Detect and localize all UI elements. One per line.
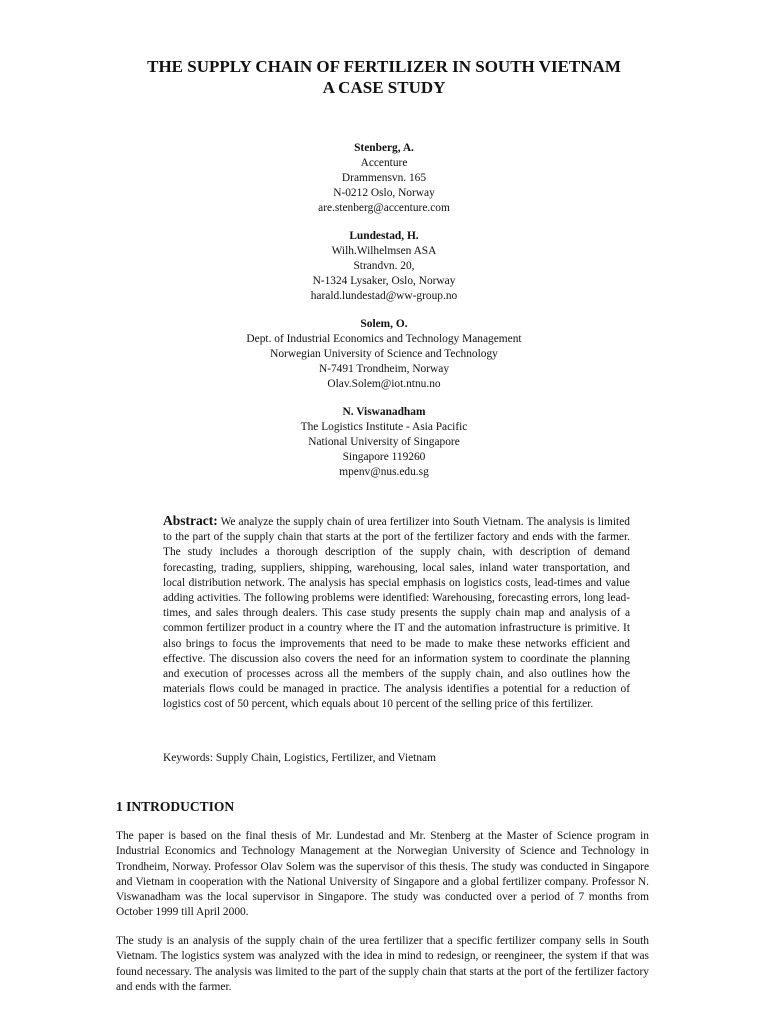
author-email: are.stenberg@accenture.com: [318, 202, 450, 214]
author-email: harald.lundestad@ww-group.no: [310, 290, 458, 302]
author-block: [0, 229, 768, 304]
author-city: N-1324 Lysaker, Oslo, Norway: [312, 275, 456, 287]
author-city: N-0212 Oslo, Norway: [333, 187, 435, 199]
author-block: [0, 141, 768, 216]
author-name: N. Viswanadham: [342, 406, 426, 418]
title-line-2: A CASE STUDY: [322, 78, 446, 97]
author-list: [0, 141, 768, 493]
title-line-1: THE SUPPLY CHAIN OF FERTILIZER IN SOUTH VIETNAM: [147, 57, 621, 76]
author-name: Solem, O.: [360, 318, 408, 330]
paper-title: [0, 56, 768, 98]
section-heading-introduction: 1 INTRODUCTION: [116, 799, 235, 814]
author-address: Norwegian University of Science and Technology: [270, 348, 498, 360]
author-address: Drammensvn. 165: [341, 172, 427, 184]
abstract-label: Abstract:: [163, 513, 218, 528]
author-affiliation: Accenture: [360, 157, 408, 169]
author-affiliation: The Logistics Institute - Asia Pacific: [300, 421, 468, 433]
abstract: [163, 513, 630, 713]
introduction-paragraph-1: The paper is based on the final thesis of Mr. Lundestad and Mr. Stenberg at the Master of Science program in Industrial Economics and Technology Management at the Norwegian University of Science and Technology in Trondheim, Norway. Professor Olav Solem was the supervisor of this thesis. The study was conducted in Singapore and Vietnam in cooperation with the National University of Singapore and a global fertilizer company. Professor N. Viswanadham was the local supervisor in Singapore. The study was conducted over a period of 7 months from October 1999 till April 2000.: [116, 830, 649, 919]
author-affiliation: Dept. of Industrial Economics and Technology Management: [246, 333, 522, 345]
author-name: Lundestad, H.: [349, 230, 419, 242]
author-email: Olav.Solem@iot.ntnu.no: [327, 378, 441, 390]
author-address: National University of Singapore: [308, 436, 460, 448]
author-address: Strandvn. 20,: [353, 260, 415, 272]
abstract-text: We analyze the supply chain of urea fertilizer into South Vietnam. The analysis is limited to the part of the supply chain that starts at the port of the fertilizer factory and ends with the farmer. The study includes a thorough description of the supply chain, with description of demand forecasting, trading, suppliers, shipping, warehousing, local sales, inland water transportation, and local distribution network. The analysis has special emphasis on logistics costs, lead-times and value adding activities. The following problems were identified: Warehousing, forecasting errors, long lead-times, and sales through dealers. This case study presents the supply chain map and analysis of a common fertilizer product in a country where the IT and the automation infrastructure is primitive. It also brings to focus the improvements that need to be made to make these networks efficient and effective. The discussion also covers the need for an information system to coordinate the planning and execution of processes across all the members of the supply chain, and also outlines how the materials flows could be managed in practice. The analysis identifies a potential for a reduction of logistics cost of 50 percent, which equals about 10 percent of the selling price of this fertilizer.: [163, 516, 630, 711]
author-block: [0, 405, 768, 480]
author-affiliation: Wilh.Wilhelmsen ASA: [331, 245, 437, 257]
author-city: Singapore 119260: [342, 451, 426, 463]
keywords: Keywords: Supply Chain, Logistics, Fertilizer, and Vietnam: [163, 752, 436, 764]
author-email: mpenv@nus.edu.sg: [339, 466, 429, 478]
author-block: [0, 317, 768, 392]
author-city: N-7491 Trondheim, Norway: [318, 363, 450, 375]
author-name: Stenberg, A.: [354, 142, 414, 154]
introduction-paragraph-2: The study is an analysis of the supply chain of the urea fertilizer that a specific fertilizer company sells in South Vietnam. The logistics system was analyzed with the idea in mind to redesign, or reengineer, the system if that was found necessary. The analysis was limited to the part of the supply chain that starts at the port of the fertilizer factory and ends with the farmer.: [116, 935, 649, 993]
